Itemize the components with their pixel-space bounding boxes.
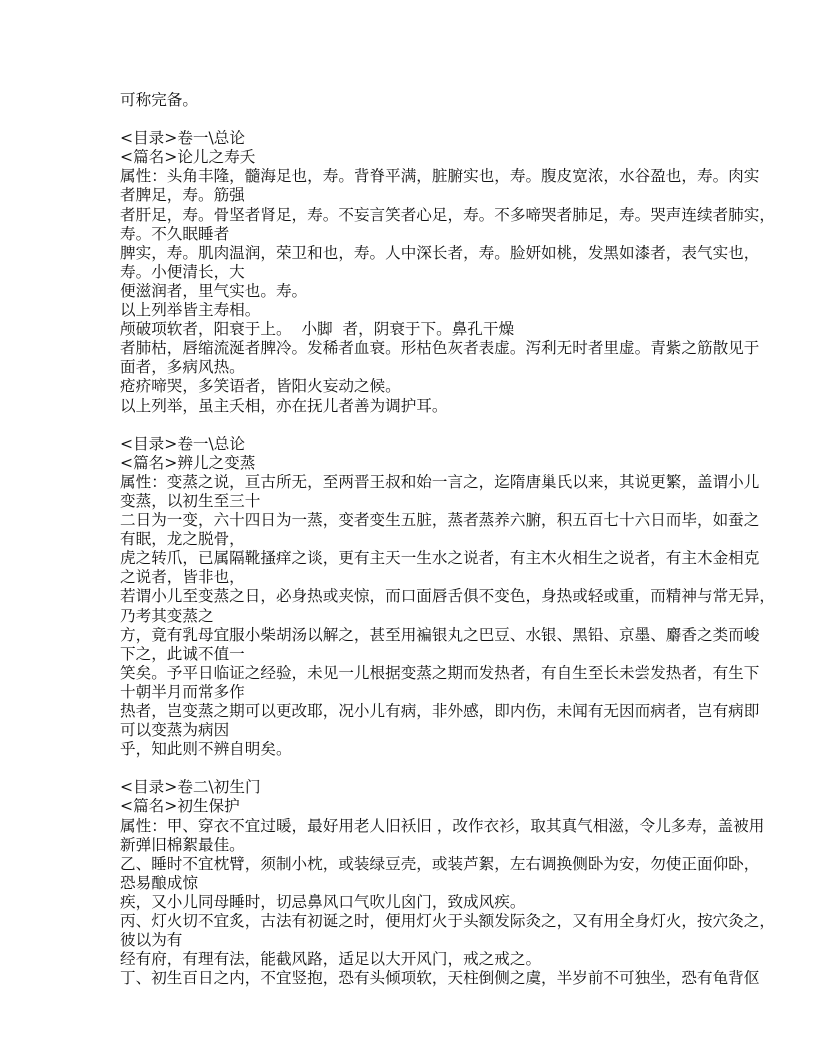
text-line: 可以变蒸为病因: [120, 721, 230, 740]
text-line: 属性：头角丰隆，髓海足也，寿。背脊平满，脏腑实也，寿。腹皮宽浓，水谷盈也，寿。肉实: [120, 167, 760, 186]
text-line: <目录>卷一\总论: [120, 129, 245, 148]
text-line: 属性：变蒸之说，亘古所无，至两晋王叔和始一言之，迄隋唐巢氏以来，其说更繁，盖谓小儿: [120, 472, 760, 491]
text-line: 方，竟有乳母宜服小柴胡汤以解之，甚至用褊银丸之巴豆、水银、黑铅、京墨、麝香之类而峻: [120, 625, 760, 644]
text-line: <目录>卷二\初生门: [120, 778, 261, 797]
text-line: 二日为一变，六十四日为一蒸，变者变生五脏，蒸者蒸养六腑，积五百七十六日而毕，如蚕之: [120, 511, 760, 530]
text-line: 面者，多病风热。: [120, 358, 245, 377]
text-line: 寿。不久眠睡者: [120, 224, 230, 243]
text-line: 寿。小便清长，大: [120, 262, 245, 281]
text-line: 下之，此诚不值一: [120, 644, 245, 663]
text-line: 属性：甲、穿衣不宜过暖，最好用老人旧袄旧 ，改作衣衫，取其真气相滋，令儿多寿，盖被用: [120, 816, 765, 835]
text-line: 脾实，寿。肌肉温润，荣卫和也，寿。人中深长者，寿。脸妍如桃，发黑如漆者，表气实也，: [120, 243, 760, 262]
text-line: <篇名>论儿之寿夭: [120, 148, 256, 167]
blank-line: [120, 110, 800, 129]
text-line: 颅破项软者，阳衰于上。 小脚 者，阴衰于下。鼻孔干燥: [120, 320, 515, 339]
text-line: 疾，又小儿同母睡时，切忌鼻风口气吹儿囟门，致成风疾。: [120, 892, 526, 911]
text-line: 可称完备。: [120, 91, 198, 109]
text-line: 乙、睡时不宜枕臂，须制小枕，或装绿豆壳，或装芦絮，左右调换侧卧为安，勿使正面仰卧，: [120, 854, 760, 873]
text-line: 恐易酿成惊: [120, 873, 198, 892]
text-line: 疮疥啼哭，多笑语者，皆阳火妄动之候。: [120, 377, 401, 396]
text-line: <目录>卷一\总论: [120, 434, 245, 453]
text-line: 者肝足，寿。骨坚者肾足，寿。不妄言笑者心足，寿。不多啼哭者肺足，寿。哭声连续者肺实，: [120, 205, 775, 224]
text-line: 经有府，有理有法，能截风路，适足以大开风门，戒之戒之。: [120, 950, 542, 969]
text-line: <篇名>初生保护: [120, 797, 240, 816]
text-line: 以上列举，虽主夭相，亦在抚儿者善为调护耳。: [120, 396, 448, 415]
text-line: 丙、灯火切不宜炙，古法有初诞之时，便用灯火于头额发际灸之，又有用全身灯火，按穴灸之，: [120, 912, 775, 931]
text-line: 者肺枯，唇缩流涎者脾冷。发稀者血衰。形枯色灰者表虚。泻利无时者里虚。青紫之筋散见于: [120, 339, 760, 358]
document-page: [120, 91, 800, 988]
text-line: 变蒸，以初生至三十: [120, 491, 261, 510]
text-line: 十朝半月而常多作: [120, 682, 245, 701]
text-line: 乎，知此则不辨自明矣。: [120, 740, 292, 759]
text-line: 虎之转爪，已属隔靴搔痒之谈，更有主天一生水之说者，有主木火相生之说者，有主木金相克: [120, 549, 760, 568]
text-line: <篇名>辨儿之变蒸: [120, 453, 256, 472]
text-line: 若谓小儿至变蒸之日，必身热或夹惊，而口面唇舌俱不变色，身热或轻或重，而精神与常无异，: [120, 587, 775, 606]
text-line: 有眠，龙之脱骨，: [120, 530, 245, 549]
text-line: 笑矣。予平日临证之经验，未见一儿根据变蒸之期而发热者，有自生至长未尝发热者，有生下: [120, 663, 760, 682]
text-line: 者脾足，寿。筋强: [120, 186, 245, 205]
text-line: 乃考其变蒸之: [120, 606, 214, 625]
text-line: 丁、初生百日之内，不宜竖抱，恐有头倾项软，天柱倒侧之虞，半岁前不可独坐，恐有龟背伛: [120, 969, 760, 988]
text-line: 以上列举皆主寿相。: [120, 301, 261, 320]
text-line: 热者，岂变蒸之期可以更改耶，况小儿有病，非外感，即内伤，未闻有无因而病者，岂有病即: [120, 702, 760, 720]
blank-line: [120, 759, 800, 778]
text-line: 之说者，皆非也，: [120, 568, 245, 587]
text-line: 便滋润者，里气实也。寿。: [120, 281, 308, 300]
text-line: 新弹旧棉絮最佳。: [120, 835, 245, 854]
text-line: 彼以为有: [120, 931, 183, 950]
blank-line: [120, 416, 800, 435]
